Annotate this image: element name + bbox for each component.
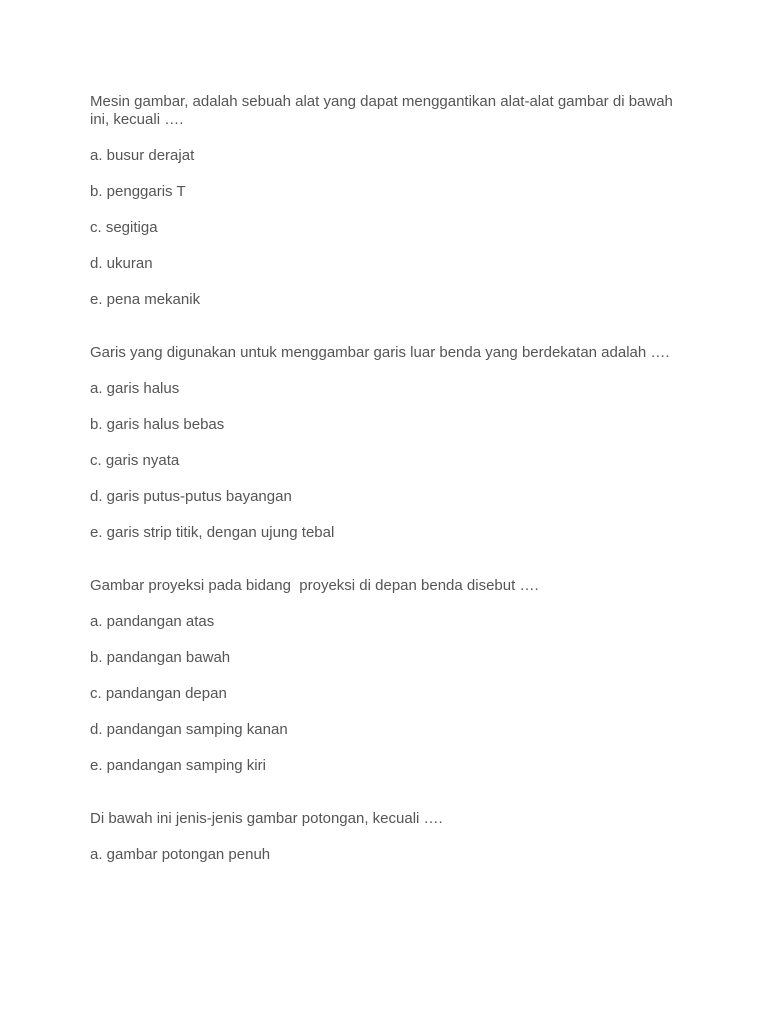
- question-3: [90, 577, 690, 775]
- answer-option-e: e. pandangan samping kiri: [90, 757, 266, 774]
- answer-option-a: a. busur derajat: [90, 147, 195, 164]
- answer-option-b: b. garis halus bebas: [90, 416, 225, 433]
- question-text: Mesin gambar, adalah sebuah alat yang dapat menggantikan alat-alat gambar di bawah ini, kecuali ….: [90, 93, 678, 128]
- answer-option-a: a. garis halus: [90, 380, 180, 397]
- answer-option-b: b. pandangan bawah: [90, 649, 231, 666]
- answer-option-a: a. gambar potongan penuh: [90, 846, 271, 863]
- question-1: [90, 93, 690, 309]
- document-page: [90, 93, 690, 864]
- answer-option-c: c. segitiga: [90, 219, 158, 236]
- answer-option-a: a. pandangan atas: [90, 613, 215, 630]
- answer-option-d: d. pandangan samping kanan: [90, 721, 288, 738]
- answer-option-d: d. ukuran: [90, 255, 153, 272]
- question-text: Gambar proyeksi pada bidang proyeksi di depan benda disebut ….: [90, 577, 539, 594]
- question-text: Garis yang digunakan untuk menggambar garis luar benda yang berdekatan adalah ….: [90, 344, 670, 361]
- answer-option-e: e. garis strip titik, dengan ujung tebal: [90, 524, 335, 541]
- question-4: [90, 810, 690, 864]
- question-2: [90, 344, 690, 542]
- answer-option-b: b. penggaris T: [90, 183, 186, 200]
- answer-option-e: e. pena mekanik: [90, 291, 201, 308]
- question-text: Di bawah ini jenis-jenis gambar potongan, kecuali ….: [90, 810, 443, 827]
- answer-option-c: c. pandangan depan: [90, 685, 227, 702]
- answer-option-c: c. garis nyata: [90, 452, 180, 469]
- answer-option-d: d. garis putus-putus bayangan: [90, 488, 292, 505]
